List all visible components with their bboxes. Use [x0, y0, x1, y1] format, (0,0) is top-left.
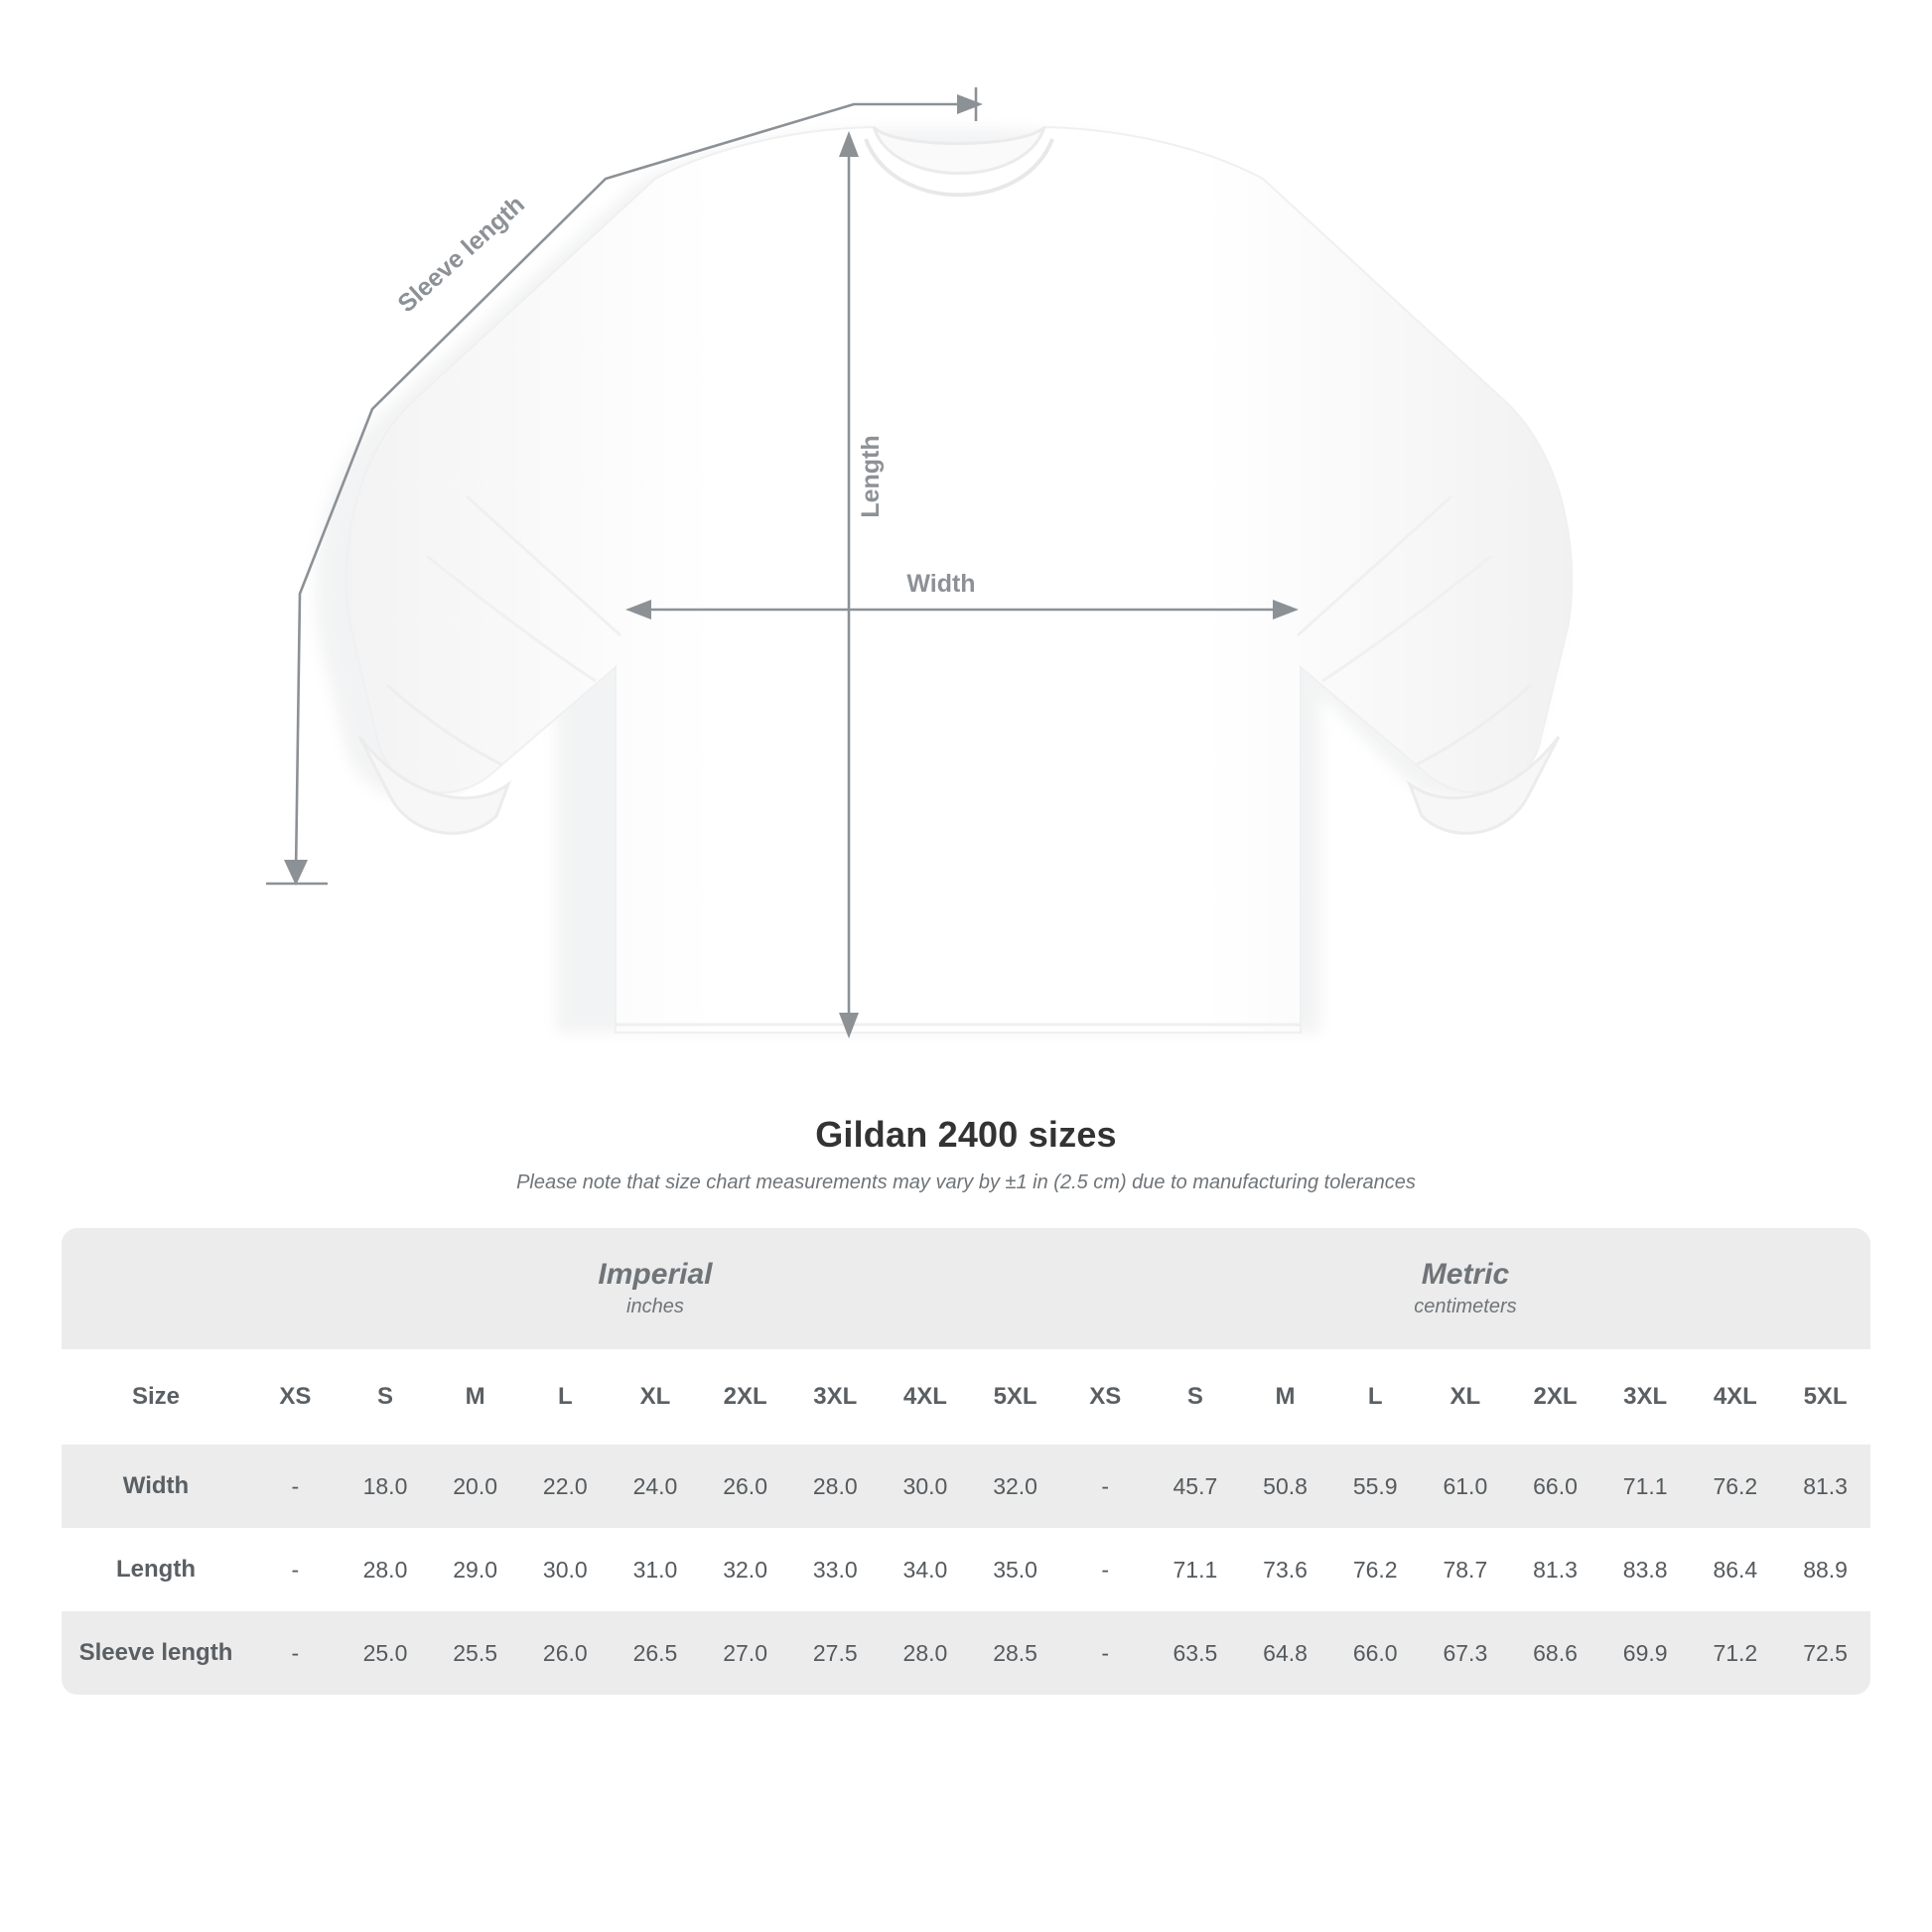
cell-width-metric-0: - [1060, 1445, 1151, 1528]
size-header-metric-7: 4XL [1691, 1349, 1781, 1445]
cell-length-imperial-4: 31.0 [611, 1528, 701, 1611]
cell-sleeve-metric-4: 67.3 [1421, 1611, 1511, 1695]
cell-sleeve-imperial-0: - [250, 1611, 341, 1695]
size-header-metric-0: XS [1060, 1349, 1151, 1445]
row-label-length: Length [62, 1528, 250, 1611]
title-block [0, 1114, 1932, 1194]
cell-length-metric-3: 76.2 [1330, 1528, 1421, 1611]
cell-length-metric-5: 81.3 [1510, 1528, 1600, 1611]
cell-width-metric-4: 61.0 [1421, 1445, 1511, 1528]
cell-length-metric-7: 86.4 [1691, 1528, 1781, 1611]
size-header-metric-1: S [1151, 1349, 1241, 1445]
cell-width-metric-8: 81.3 [1780, 1445, 1870, 1528]
size-header-imperial-0: XS [250, 1349, 341, 1445]
cell-length-imperial-0: - [250, 1528, 341, 1611]
size-header-metric-3: L [1330, 1349, 1421, 1445]
cell-sleeve-metric-3: 66.0 [1330, 1611, 1421, 1695]
size-header-imperial-3: L [520, 1349, 611, 1445]
size-header-row [62, 1349, 1870, 1445]
cell-length-imperial-8: 35.0 [970, 1528, 1060, 1611]
cell-sleeve-imperial-5: 27.0 [700, 1611, 790, 1695]
cell-sleeve-metric-6: 69.9 [1600, 1611, 1691, 1695]
cell-width-metric-2: 50.8 [1240, 1445, 1330, 1528]
cell-length-imperial-5: 32.0 [700, 1528, 790, 1611]
cell-width-imperial-6: 28.0 [790, 1445, 881, 1528]
size-header-metric-8: 5XL [1780, 1349, 1870, 1445]
cell-width-imperial-4: 24.0 [611, 1445, 701, 1528]
cell-length-imperial-6: 33.0 [790, 1528, 881, 1611]
label-length: Length [857, 435, 885, 518]
cell-sleeve-metric-7: 71.2 [1691, 1611, 1781, 1695]
cell-width-imperial-2: 20.0 [430, 1445, 520, 1528]
table-row [62, 1611, 1870, 1695]
cell-width-imperial-7: 30.0 [881, 1445, 971, 1528]
size-header-imperial-8: 5XL [970, 1349, 1060, 1445]
page-title: Gildan 2400 sizes [815, 1114, 1117, 1155]
table-row [62, 1528, 1870, 1611]
size-header-metric-2: M [1240, 1349, 1330, 1445]
unit-header-imperial [250, 1228, 1060, 1349]
label-width: Width [906, 570, 976, 598]
cell-length-metric-4: 78.7 [1421, 1528, 1511, 1611]
cell-sleeve-imperial-2: 25.5 [430, 1611, 520, 1695]
cell-width-metric-5: 66.0 [1510, 1445, 1600, 1528]
cell-width-imperial-1: 18.0 [341, 1445, 431, 1528]
cell-width-imperial-0: - [250, 1445, 341, 1528]
cell-width-metric-1: 45.7 [1151, 1445, 1241, 1528]
cell-sleeve-metric-8: 72.5 [1780, 1611, 1870, 1695]
cell-sleeve-imperial-1: 25.0 [341, 1611, 431, 1695]
cell-length-imperial-7: 34.0 [881, 1528, 971, 1611]
unit-header-row [62, 1228, 1870, 1349]
cell-length-metric-2: 73.6 [1240, 1528, 1330, 1611]
cell-width-metric-7: 76.2 [1691, 1445, 1781, 1528]
size-label-cell: Size [62, 1349, 250, 1445]
cell-sleeve-imperial-6: 27.5 [790, 1611, 881, 1695]
row-label-width: Width [62, 1445, 250, 1528]
cell-sleeve-metric-5: 68.6 [1510, 1611, 1600, 1695]
cell-sleeve-metric-2: 64.8 [1240, 1611, 1330, 1695]
unit-header-spacer [62, 1228, 250, 1349]
tolerance-note: Please note that size chart measurements may vary by ±1 in (2.5 cm) due to manufacturing tolerances [516, 1172, 1416, 1193]
cell-sleeve-imperial-7: 28.0 [881, 1611, 971, 1695]
cell-width-imperial-8: 32.0 [970, 1445, 1060, 1528]
unit-title-metric: Metric [1421, 1257, 1510, 1291]
cell-sleeve-imperial-8: 28.5 [970, 1611, 1060, 1695]
unit-header-metric [1060, 1228, 1870, 1349]
size-header-imperial-4: XL [611, 1349, 701, 1445]
size-header-metric-4: XL [1421, 1349, 1511, 1445]
unit-title-imperial: Imperial [598, 1257, 713, 1291]
cell-length-metric-0: - [1060, 1528, 1151, 1611]
cell-sleeve-imperial-3: 26.0 [520, 1611, 611, 1695]
label-sleeve-length: Sleeve length [392, 190, 530, 319]
cell-sleeve-metric-1: 63.5 [1151, 1611, 1241, 1695]
cell-length-metric-1: 71.1 [1151, 1528, 1241, 1611]
cell-length-imperial-1: 28.0 [341, 1528, 431, 1611]
cell-width-metric-3: 55.9 [1330, 1445, 1421, 1528]
cell-width-imperial-5: 26.0 [700, 1445, 790, 1528]
cell-length-imperial-3: 30.0 [520, 1528, 611, 1611]
cell-length-metric-8: 88.9 [1780, 1528, 1870, 1611]
cell-sleeve-imperial-4: 26.5 [611, 1611, 701, 1695]
unit-sub-metric: centimeters [1414, 1296, 1517, 1318]
row-label-sleeve-length: Sleeve length [62, 1611, 250, 1695]
cell-sleeve-metric-0: - [1060, 1611, 1151, 1695]
size-header-imperial-7: 4XL [881, 1349, 971, 1445]
table-row [62, 1445, 1870, 1528]
cell-length-metric-6: 83.8 [1600, 1528, 1691, 1611]
size-header-imperial-1: S [341, 1349, 431, 1445]
size-table [62, 1228, 1870, 1695]
size-header-imperial-2: M [430, 1349, 520, 1445]
cell-length-imperial-2: 29.0 [430, 1528, 520, 1611]
size-header-imperial-6: 3XL [790, 1349, 881, 1445]
cell-width-metric-6: 71.1 [1600, 1445, 1691, 1528]
size-header-metric-6: 3XL [1600, 1349, 1691, 1445]
size-header-metric-5: 2XL [1510, 1349, 1600, 1445]
size-chart-table [62, 1228, 1870, 1695]
cell-width-imperial-3: 22.0 [520, 1445, 611, 1528]
size-header-imperial-5: 2XL [700, 1349, 790, 1445]
unit-sub-imperial: inches [626, 1296, 684, 1318]
